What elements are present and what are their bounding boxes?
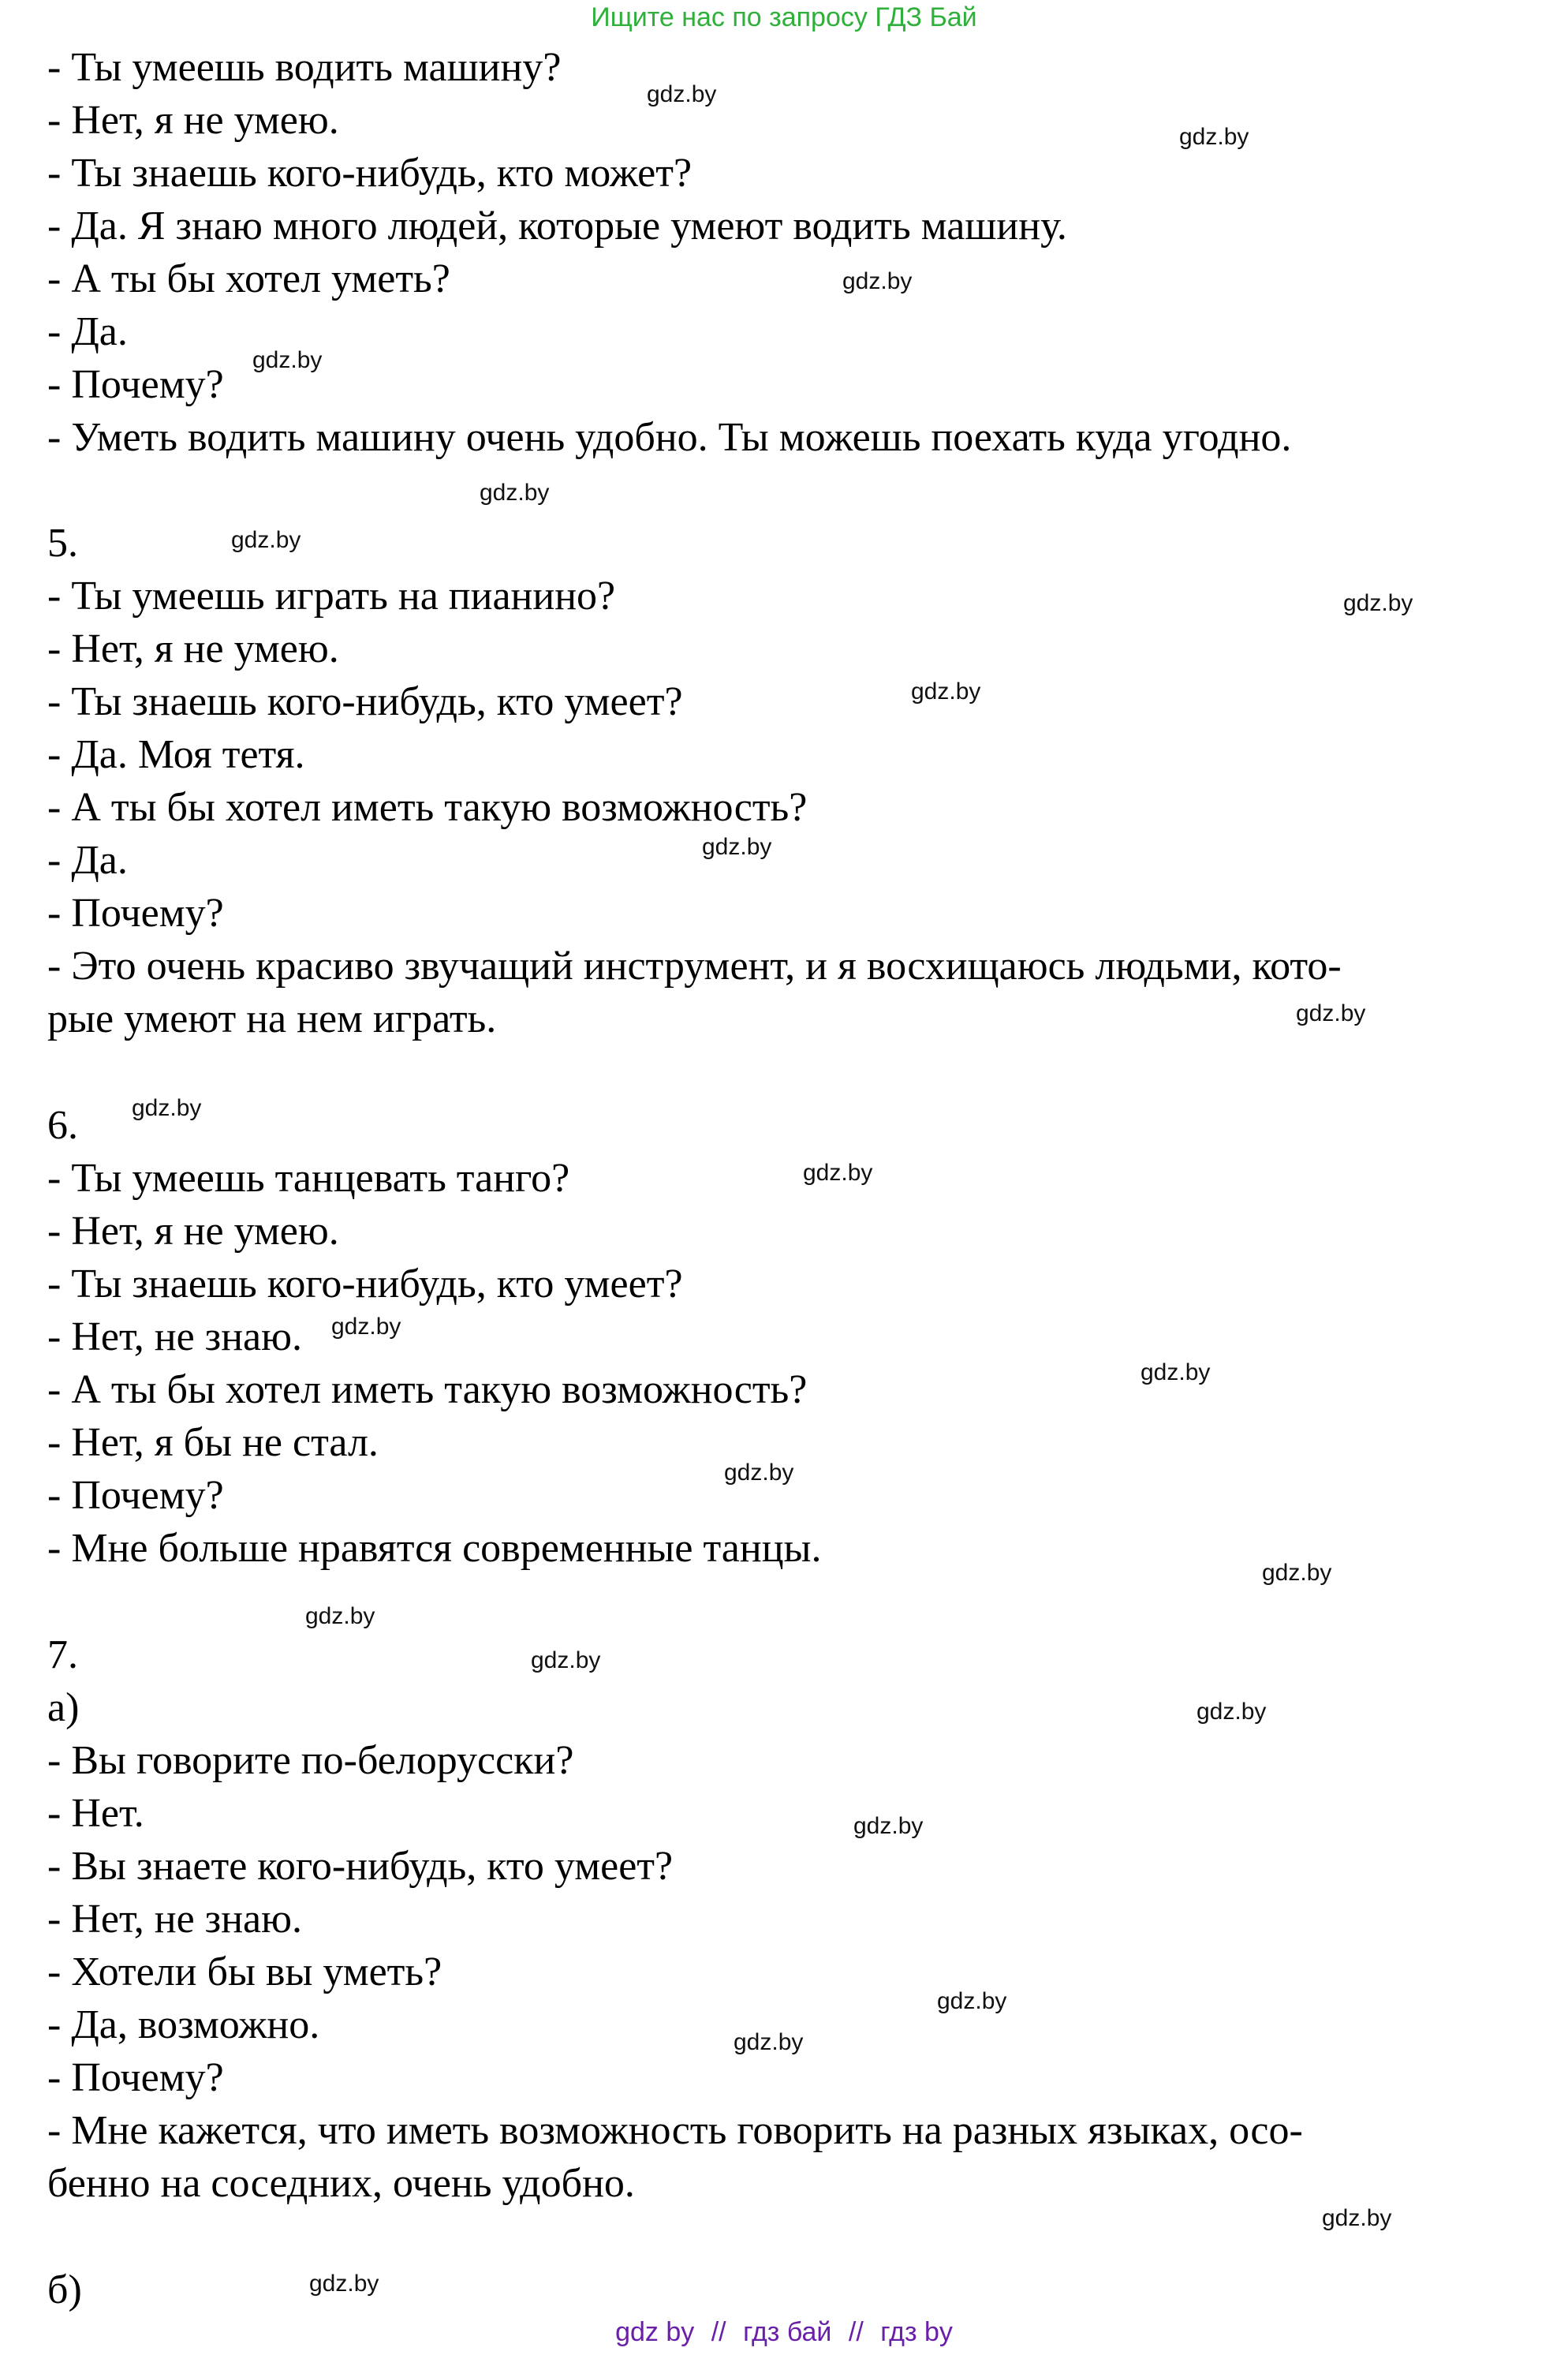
watermark: gdz.by <box>1179 124 1249 150</box>
watermark: gdz.by <box>734 2029 804 2055</box>
watermark: gdz.by <box>724 1460 794 1486</box>
footer-link-gdz-by[interactable]: gdz by <box>615 2317 695 2347</box>
watermark: gdz.by <box>702 834 772 860</box>
dialog-7-line-7: - Почему? <box>47 2055 224 2100</box>
watermark: gdz.by <box>647 81 717 107</box>
watermark: gdz.by <box>842 268 913 294</box>
watermark: gdz.by <box>309 2271 379 2297</box>
dialog-5-line-3: - Ты знаешь кого-нибудь, кто умеет? <box>47 679 683 724</box>
dialog-4-line-4: - Да. Я знаю много людей, которые умеют водить машину. <box>47 204 1067 249</box>
watermark: gdz.by <box>911 678 981 705</box>
dialog-5-line-7: - Почему? <box>47 891 224 936</box>
dialog-6-line-4: - Нет, не знаю. <box>47 1314 302 1359</box>
footer-link-gdz-bai[interactable]: гдз бай <box>743 2317 832 2347</box>
dialog-6-line-8: - Мне больше нравятся современные танцы. <box>47 1526 822 1571</box>
watermark: gdz.by <box>1262 1560 1332 1586</box>
watermark: gdz.by <box>531 1647 601 1673</box>
dialog-7-line-9: бенно на соседних, очень удобно. <box>47 2161 635 2206</box>
dialog-5-line-2: - Нет, я не умею. <box>47 626 339 671</box>
footer <box>0 2316 1568 2348</box>
dialog-7-line-5: - Хотели бы вы уметь? <box>47 1949 442 1994</box>
dialog-6-number: 6. <box>47 1103 78 1148</box>
dialog-6-line-3: - Ты знаешь кого-нибудь, кто умеет? <box>47 1262 683 1306</box>
dialog-5-number: 5. <box>47 521 78 566</box>
dialog-4-line-3: - Ты знаешь кого-нибудь, кто может? <box>47 151 693 196</box>
watermark: gdz.by <box>1343 590 1413 616</box>
dialog-6-line-2: - Нет, я не умею. <box>47 1209 339 1254</box>
dialog-5-line-8: - Это очень красиво звучащий инструмент, и я восхищаюсь людьми, кото- <box>47 944 1342 989</box>
dialog-6-line-7: - Почему? <box>47 1473 224 1518</box>
watermark: gdz.by <box>1322 2205 1392 2231</box>
watermark: gdz.by <box>331 1314 401 1340</box>
dialog-7-part-b: б) <box>47 2267 82 2312</box>
watermark: gdz.by <box>252 347 323 373</box>
dialog-7-line-2: - Нет. <box>47 1791 144 1836</box>
dialog-6-line-5: - А ты бы хотел иметь такую возможность? <box>47 1367 808 1412</box>
dialog-4-line-8: - Уметь водить машину очень удобно. Ты можешь поехать куда угодно. <box>47 415 1292 460</box>
footer-separator: // <box>848 2317 864 2347</box>
watermark: gdz.by <box>305 1603 375 1629</box>
watermark: gdz.by <box>231 527 301 553</box>
dialog-7-line-3: - Вы знаете кого-нибудь, кто умеет? <box>47 1844 674 1889</box>
dialog-4-line-6: - Да. <box>47 309 128 354</box>
watermark: gdz.by <box>132 1095 202 1121</box>
top-banner[interactable]: Ищите нас по запросу ГДЗ Бай <box>591 2 977 32</box>
watermark: gdz.by <box>1197 1699 1267 1725</box>
watermark: gdz.by <box>803 1160 873 1186</box>
dialog-5-line-5: - А ты бы хотел иметь такую возможность? <box>47 785 808 830</box>
dialog-5-line-9: рые умеют на нем играть. <box>47 996 497 1041</box>
dialog-5-line-4: - Да. Моя тетя. <box>47 732 305 777</box>
watermark: gdz.by <box>1141 1359 1211 1385</box>
dialog-7-line-1: - Вы говорите по-белорусски? <box>47 1738 574 1783</box>
watermark: gdz.by <box>480 480 550 506</box>
dialog-4-line-1: - Ты умеешь водить машину? <box>47 45 562 90</box>
dialog-7-line-8: - Мне кажется, что иметь возможность говорить на разных языках, осо- <box>47 2108 1303 2153</box>
dialog-7-line-4: - Нет, не знаю. <box>47 1897 302 1942</box>
watermark: gdz.by <box>937 1988 1007 2014</box>
dialog-6-line-6: - Нет, я бы не стал. <box>47 1420 379 1465</box>
footer-link-gdz-by-cyr[interactable]: гдз by <box>880 2317 953 2347</box>
dialog-4-line-2: - Нет, я не умею. <box>47 98 339 143</box>
footer-separator: // <box>711 2317 726 2347</box>
dialog-7-line-6: - Да, возможно. <box>47 2002 320 2047</box>
dialog-6-line-1: - Ты умеешь танцевать танго? <box>47 1156 570 1201</box>
dialog-5-line-1: - Ты умеешь играть на пианино? <box>47 574 616 619</box>
dialog-7-part-a: а) <box>47 1685 80 1730</box>
dialog-4-line-5: - А ты бы хотел уметь? <box>47 256 450 301</box>
watermark: gdz.by <box>1296 1000 1366 1026</box>
dialog-4-line-7: - Почему? <box>47 362 224 407</box>
dialog-7-number: 7. <box>47 1632 78 1677</box>
watermark: gdz.by <box>853 1813 924 1839</box>
dialog-5-line-6: - Да. <box>47 838 128 883</box>
